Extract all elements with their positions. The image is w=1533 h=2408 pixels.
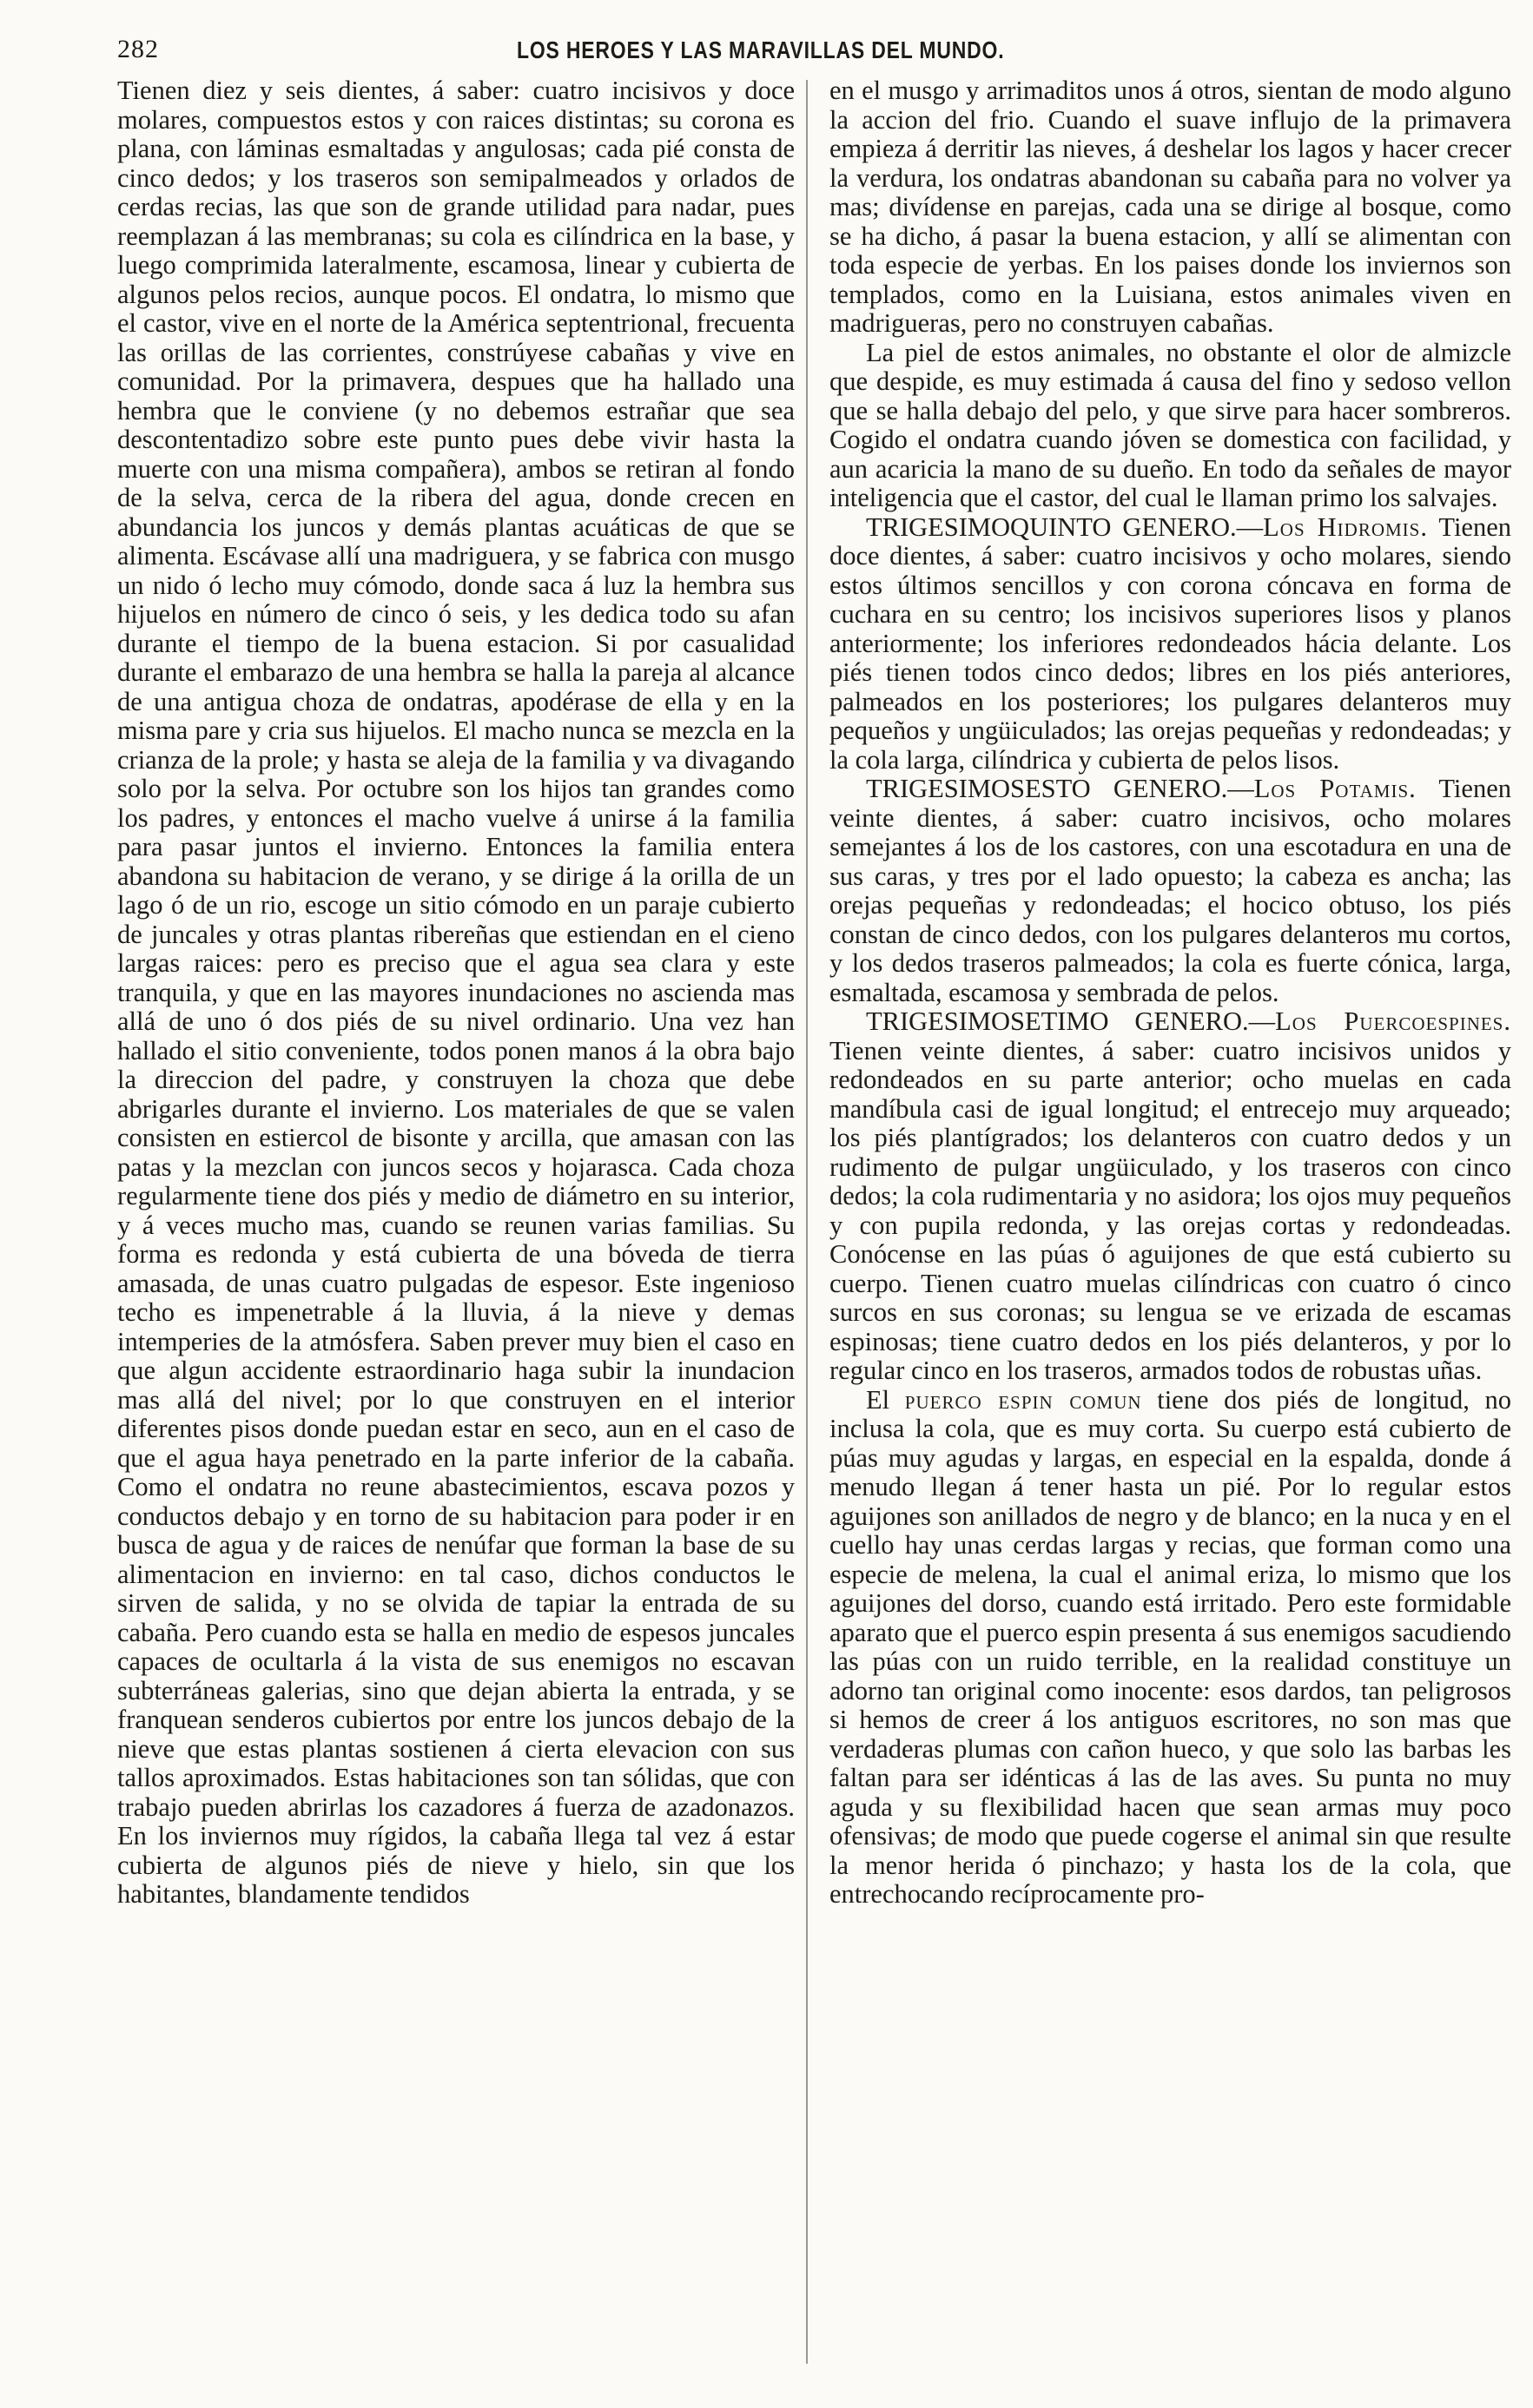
species-lead: El <box>865 1384 905 1415</box>
running-title: LOS HEROES Y LAS MARAVILLAS DEL MUNDO. <box>517 36 1005 63</box>
genus-heading: TRIGESIMOSETIMO GENERO.— <box>865 1006 1276 1036</box>
species-name: puerco espin comun <box>904 1384 1142 1415</box>
genus-name: Los Hidromis. <box>1263 511 1428 542</box>
genus-name: Los Puercoespines. <box>1275 1006 1511 1036</box>
column-divider <box>806 80 808 2364</box>
species-paragraph <box>829 1386 1511 1910</box>
genus-paragraph <box>829 775 1511 1007</box>
body-paragraph: La piel de estos animales, no obstante el olor de almizcle que despide, es muy estimada á causa del fino y sedoso vellon que se halla debajo del pelo, y que sirve para hacer sombreros. Cogido el ondatra cuando jóven se domestica con facilidad, y aun acaricia la mano de su dueño. En todo da señales de mayor inteligencia que el castor, del cual le llaman primo los salvajes. <box>829 337 1511 512</box>
genus-heading: TRIGESIMOQUINTO GENERO.— <box>865 511 1264 542</box>
body-paragraph: Tienen diez y seis dientes, á saber: cuatro incisivos y doce molares, compuestos estos y con raices distintas; su corona es plana, con láminas esmaltadas y angulosas; cada pié consta de cinco dedos; y los traseros son semipalmeados y orlados de cerdas recias, las que son de grande utilidad para nadar, pues reemplazan á las membranas; su cola es cilíndrica en la base, y luego comprimida lateralmente, escamosa, linear y cubierta de algunos pelos recios, aunque pocos. El ondatra, lo mismo que el castor, vive en el norte de la América septentrional, frecuenta las orillas de las corrientes, constrúyese cabañas y vive en comunidad. Por la primavera, despues que ha hallado una hembra que le conviene (y no debemos estrañar que sea descontentadizo sobre este punto pues debe vivir hasta la muerte con una misma compañera), ambos se retiran al fondo de la selva, cerca de la ribera del agua, donde crecen en abundancia los juncos y demás plantas acuáticas de que se alimenta. Escávase allí una madriguera, y se fabrica con musgo un nido ó lecho muy cómodo, donde saca á luz la hembra sus hijuelos en número de cinco ó seis, y les dedica todo su afan durante el tiempo de la buena estacion. Si por casualidad durante el embarazo de una hembra se halla la pareja al alcance de una antigua choza de ondatras, apodérase de ella y en la misma pare y cria sus hijuelos. El macho nunca se mezcla en la crianza de la prole; y hasta se aleja de la familia y va divagando solo por la selva. Por octubre son los hijos tan grandes como los padres, y entonces el macho vuelve á unirse á la familia para pasar juntos el invierno. Entonces la familia entera abandona su habitacion de verano, y se dirige á la orilla de un lago ó de un rio, escoge un sitio cómodo en un paraje cubierto de juncales y otras plantas ribereñas que estiendan en el cieno largas raices: pero es preciso que el agua sea clara y este tranquila, y que en las mayores inundaciones no ascienda mas allá de uno ó dos piés de su nivel ordinario. Una vez han hallado el sitio conveniente, todos ponen manos á la obra bajo la direccion del padre, y construyen la choza que debe abrigarles durante el invierno. Los materiales de que se valen consisten en estiercol de bisonte y arcilla, que amasan con las patas y la mezclan con juncos secos y hojarasca. Cada choza regularmente tiene dos piés y medio de diámetro en su interior, y á veces mucho mas, cuando se reunen varias familias. Su forma es redonda y está cubierta de una bóveda de tierra amasada, de unas cuatro pulgadas de espesor. Este ingenioso techo es impenetrable á la lluvia, á la nieve y demas intemperies de la atmósfera. Saben prever muy bien el caso en que algun accidente estraordinario haga subir la inundacion mas allá del nivel; por lo que construyen en el interior diferentes pisos donde puedan estar en seco, aun en el caso de que el agua haya penetrado en la parte inferior de la cabaña. Como el ondatra no reune abastecimientos, escava pozos y conductos debajo y en torno de su habitacion para poder ir en busca de agua y de raices de nenúfar que forman la base de su alimentacion en invierno: en tal caso, dichos conductos le sirven de salida, y no se olvida de tapiar la entrada de su cabaña. Pero cuando esta se halla en medio de espesos juncales capaces de ocultarla á la vista de sus enemigos no escavan subterráneas galerias, sino que dejan abierta la entrada, y se franquean senderos cubiertos por entre los juncos debajo de la nieve que estas plantas sostienen á cierta elevacion con sus tallos aproximados. Estas habitaciones son tan sólidas, que con trabajo pueden abrirlas los cazadores á fuerza de azadonazos. En los inviernos muy rígidos, la cabaña llega tal vez á estar cubierta de algunos piés de nieve y hielo, sin que los habitantes, blandamente tendidos <box>117 76 795 1909</box>
genus-description: Tienen veinte dientes, á saber: cuatro incisivos unidos y redondeados en su parte anterior; ocho muelas en cada mandíbula casi de igual longitud; el entrecejo muy arqueado; los piés plantígrados; los delanteros con cuatro dedos y un rudimento de pulgar ungüiculado, y los traseros con cinco dedos; la cola rudimentaria y no asidora; los ojos muy pequeños y con pupila redonda, y las orejas cortas y redondeadas. Conócense en las púas ó aguijones de que está cubierto su cuerpo. Tienen cuatro muelas cilíndricas con cuatro ó cinco surcos en sus coronas; su lengua se ve erizada de escamas espinosas; tiene cuatro dedos en los piés delanteros, y por lo regular cinco en los traseros, armados todos de robustas uñas. <box>829 1035 1511 1385</box>
genus-heading: TRIGESIMOSESTO GENERO.— <box>865 774 1254 803</box>
genus-paragraph <box>829 513 1511 775</box>
page-number: 282 <box>117 35 159 63</box>
species-description: tiene dos piés de longitud, no inclusa la cola, que es muy corta. Su cuerpo está cubierto de púas muy agudas y largas, en especial en la espalda, donde á menudo llegan á tener hasta un pié. Por lo regular estos aguijones son anillados de negro y de blanco; en la nuca y en el cuello hay unas cerdas largas y recias, que forman como una especie de melena, la cual el animal eriza, lo mismo que los aguijones del dorso, cuando está irritado. Pero este formidable aparato que el puerco espin presenta á sus enemigos sacudiendo las púas con un ruido terrible, en la realidad constituye un adorno tan original como inocente: esos dardos, tan peligrosos si hemos de creer á los antiguos escritores, no son mas que verdaderas plumas con cañon hueco, y que solo las barbas les faltan para ser idénticas á las de las aves. Su punta no muy aguda y su flexibilidad hacen que sean armas muy poco ofensivas; de modo que puede cogerse el animal sin que resulte la menor herida ó pinchazo; y hasta los de la cola, que entrechocando recíprocamente pro- <box>829 1384 1511 1909</box>
genus-name: Los Potamis. <box>1253 774 1417 803</box>
right-column <box>829 76 1511 2386</box>
genus-paragraph <box>829 1007 1511 1386</box>
body-paragraph: en el musgo y arrimaditos unos á otros, sientan de modo alguno la accion del frio. Cuando el suave influjo de la primavera empieza á derritir las nieves, á deshelar los lagos y hacer crecer la verdura, los ondatras abandonan su cabaña para no volver ya mas; divídense en parejas, cada una se dirige al bosque, como se ha dicho, á pasar la buena estacion, y allí se alimentan con toda especie de yerbas. En los paises donde los inviernos son templados, como en la Luisiana, estos animales viven en madrigueras, pero no construyen cabañas. <box>829 76 1511 338</box>
genus-description: Tienen veinte dientes, á saber: cuatro incisivos, ocho molares semejantes á los de los castores, con una escotadura en una de sus caras, y tres por el lado opuesto; la cabeza es ancha; las orejas pequeñas y redondeadas; el hocico obtuso, los piés constan de cinco dedos, con los pulgares delanteros mu cortos, y los dedos traseros palmeados; la cola es fuerte cónica, larga, esmaltada, escamosa y sembrada de pelos. <box>829 774 1511 1007</box>
page-header <box>117 35 1503 76</box>
left-column <box>117 76 795 2386</box>
genus-description: Tienen doce dientes, á saber: cuatro incisivos y ocho molares, siendo estos últimos sencillos y con corona cóncava en forma de cuchara en su centro; los incisivos superiores lisos y planos anteriormente; los inferiores redondeados hácia delante. Los piés tienen todos cinco dedos; libres en los piés anteriores, palmeados en los posteriores; los pulgares delanteros muy pequeños y ungüiculados; las orejas pequeñas y redondeadas; y la cola larga, cilíndrica y cubierta de pelos lisos. <box>829 511 1511 775</box>
